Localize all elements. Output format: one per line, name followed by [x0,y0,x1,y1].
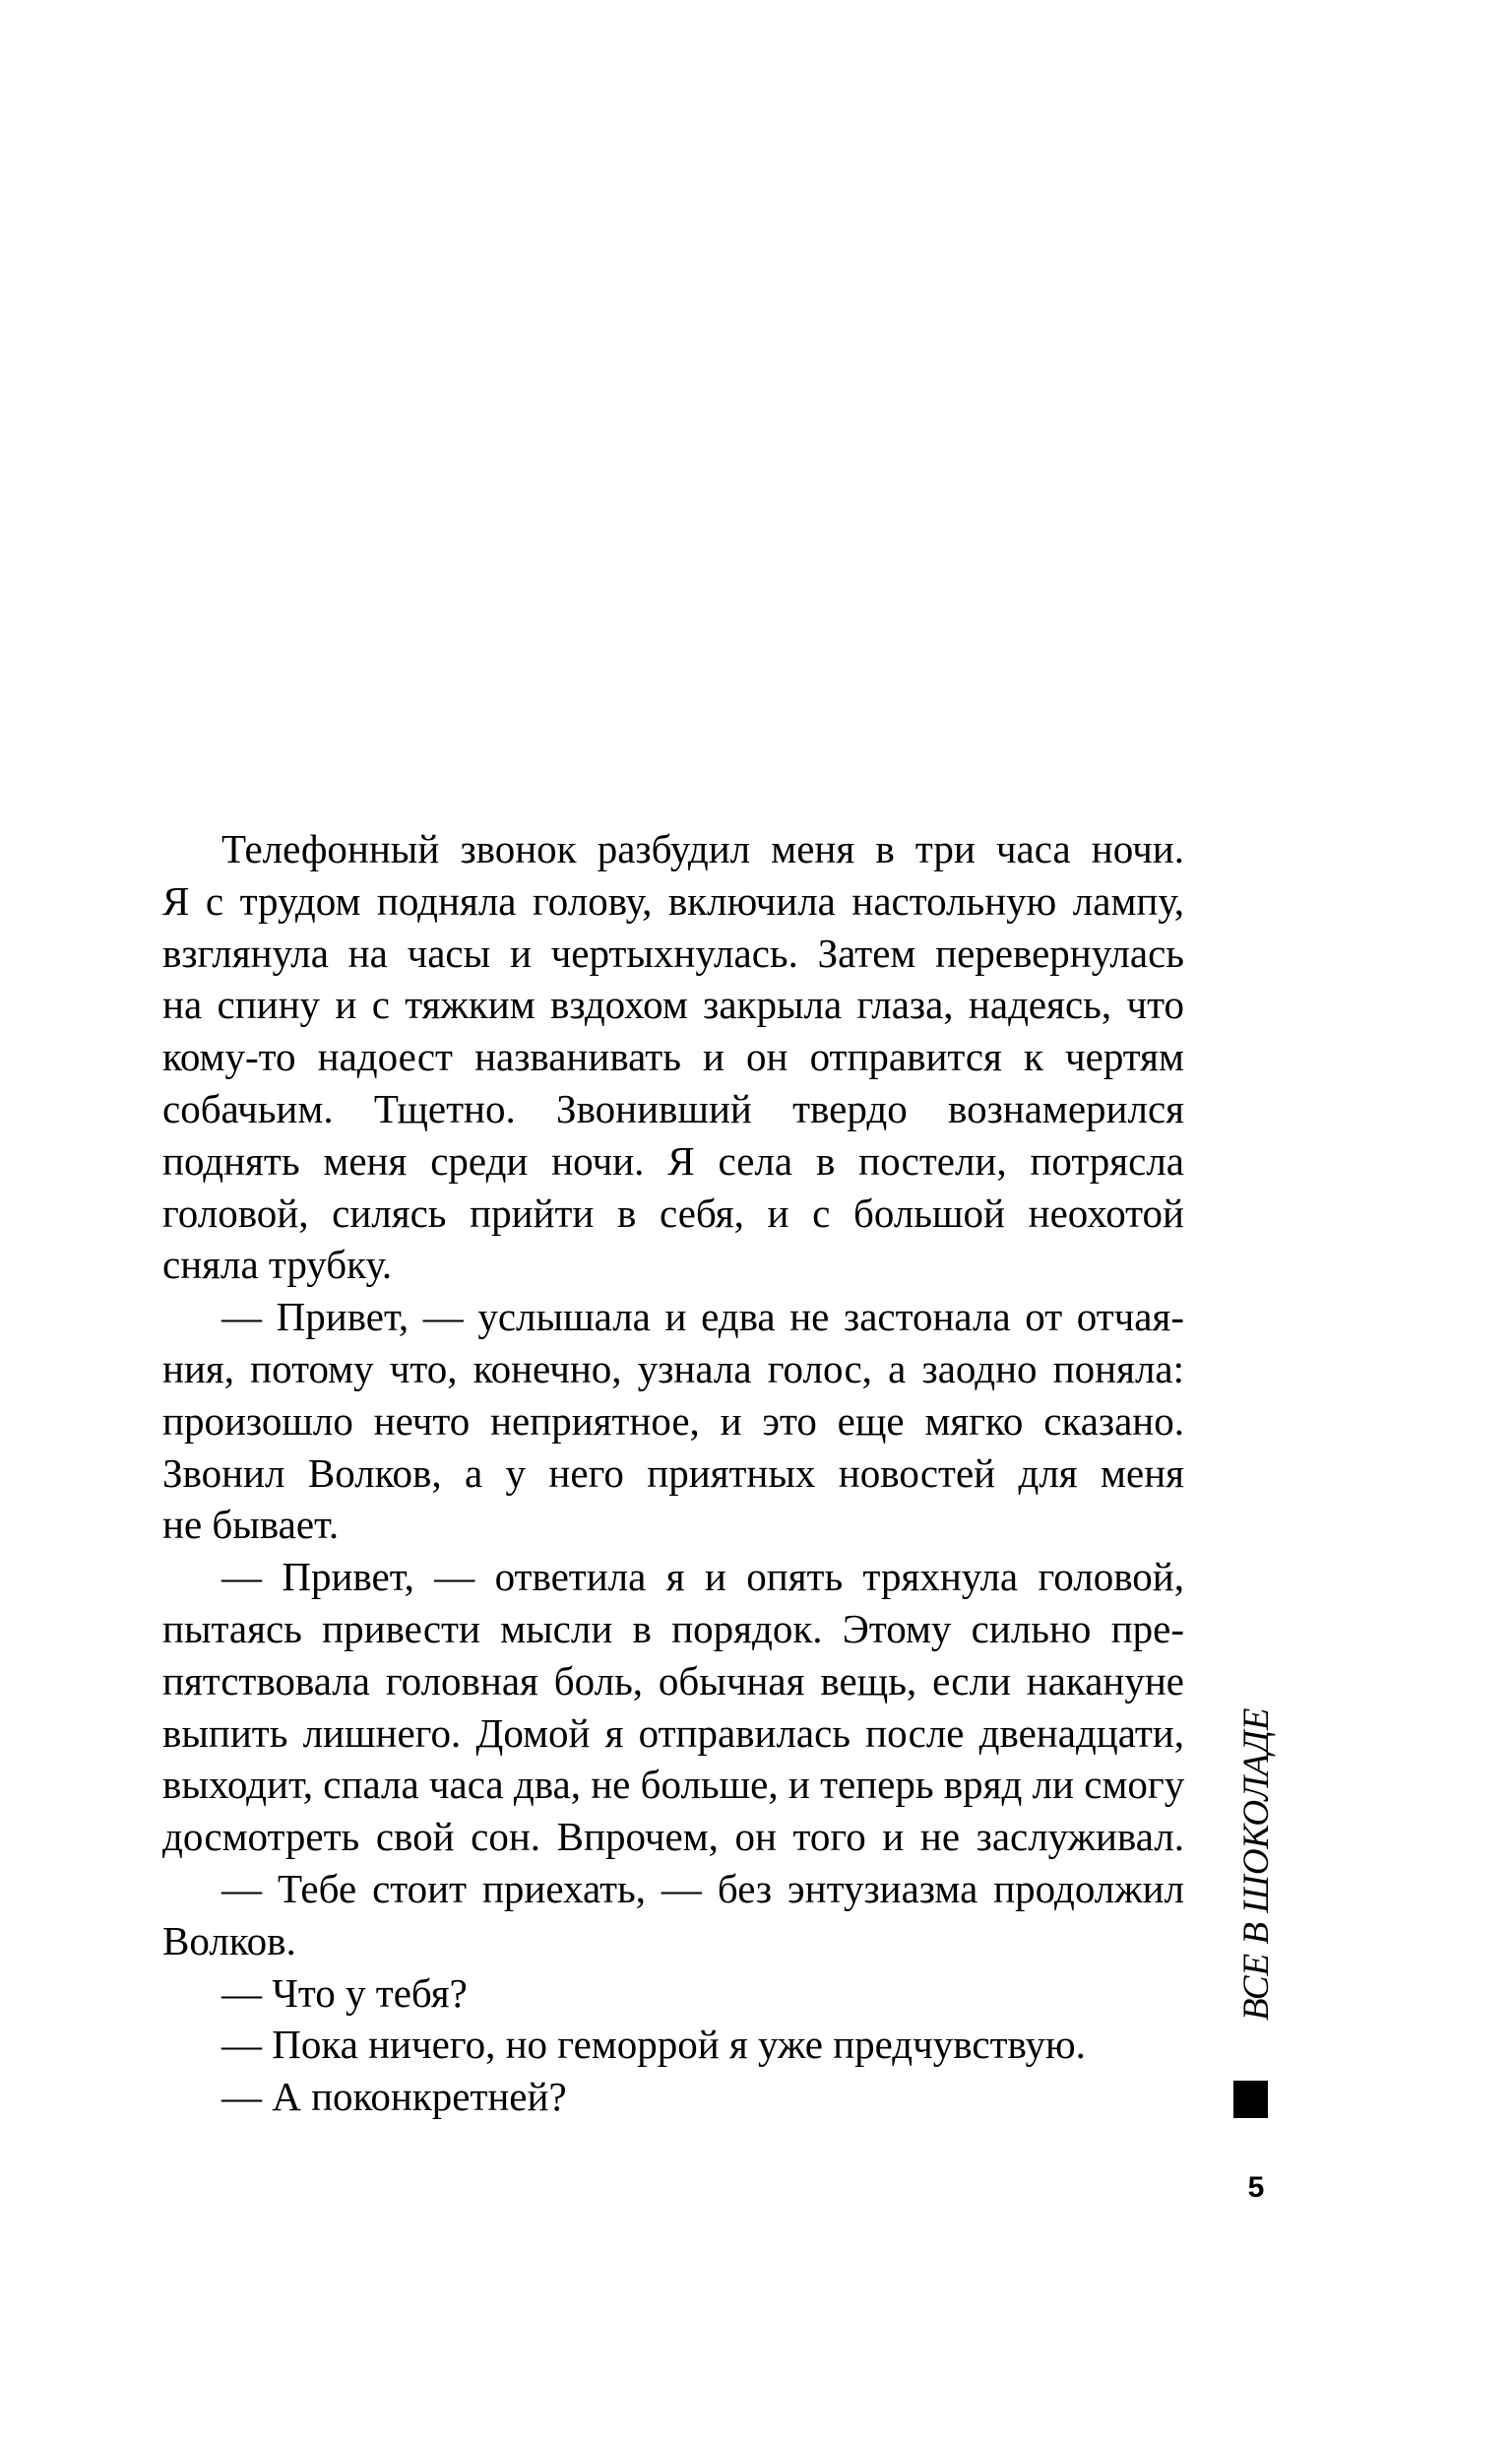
text-line: сняла трубку. [162,1242,393,1288]
text-line: кому-то надоест названивать и он отправится к чертям [162,1034,1184,1080]
body-text [162,823,1184,2123]
text-line: пятствовала головная боль, обычная вещь, если накануне [162,1657,1184,1704]
text-line: — А поконкретней? [221,2074,567,2120]
text-line: Звонил Волков, а у него приятных новостей для меня [162,1449,1184,1496]
text-line: взглянула на часы и чертыхнулась. Затем перевернулась [162,930,1184,976]
text-line: — Пока ничего, но геморрой я уже предчувствую. [221,2022,1086,2068]
text-line: Волков. [162,1917,296,1963]
text-line: пытаясь привести мысли в порядок. Этому сильно пре- [162,1605,1184,1651]
text-line: произошло нечто неприятное, и это еще мягко сказано. [162,1397,1184,1444]
text-line: собачьим. Тщетно. Звонивший твердо вознамерился [162,1085,1184,1131]
text-line: досмотреть свой сон. Впрочем, он того и не заслуживал. [162,1814,1184,1860]
text-line: выходит, спала часа два, не больше, и теперь вряд ли смогу [162,1762,1185,1808]
text-line: — Привет, — ответила я и опять тряхнула головой, [221,1554,1184,1600]
text-line: на спину и с тяжким вздохом закрыла глаза, надеясь, что [162,982,1184,1028]
running-head-title: ВСЕ В ШОКОЛАДЕ [1236,1707,1277,2021]
text-line: головой, силясь прийти в себя, и с большой неохотой [162,1189,1184,1236]
text-line: выпить лишнего. Домой я отправилась после двенадцати, [162,1709,1184,1756]
text-line: поднять меня среди ночи. Я села в постели, потрясла [162,1137,1184,1184]
text-line: не бывает. [162,1502,340,1548]
text-line: — Тебе стоит приехать, — без энтузиазма продолжил [221,1865,1184,1911]
text-line: — Что у тебя? [221,1969,468,2016]
text-line: Я с трудом подняла голову, включила настольную лампу, [162,877,1184,924]
text-line: ния, потому что, конечно, узнала голос, а заодно поняла: [162,1345,1184,1391]
section-marker-square [1233,2081,1268,2118]
text-line: Телефонный звонок разбудил меня в три часа ночи. [221,826,1184,871]
page-number: 5 [1247,2171,1265,2204]
text-line: — Привет, — услышала и едва не застонала от отчая- [221,1294,1184,1340]
